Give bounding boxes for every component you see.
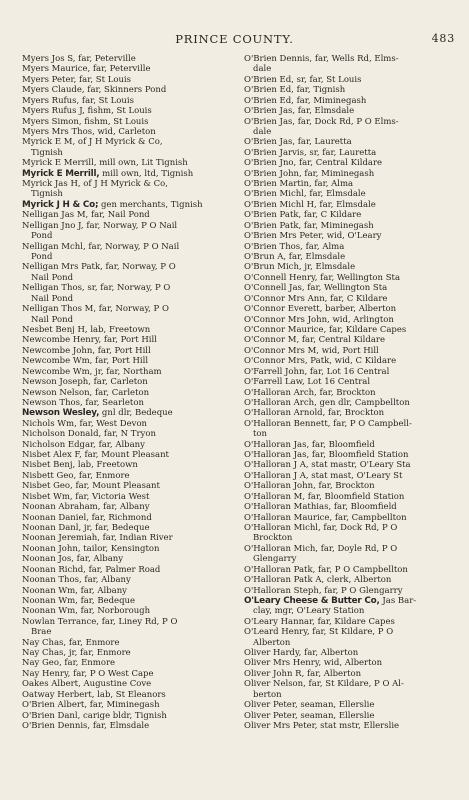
directory-entry (22, 429, 238, 439)
directory-entry (22, 450, 238, 460)
entry-text: Oliver Peter, seaman, Ellerslie (244, 710, 375, 721)
directory-entry (244, 450, 458, 460)
entry-text: Noonan Abraham, far, Albany (22, 502, 150, 513)
directory-entry (22, 669, 238, 679)
directory-entry (22, 502, 238, 512)
entry-text: O'Halloran John, far, Brockton (244, 481, 375, 492)
entry-text: O'Connor Maurice, far, Kildare Capes (244, 324, 407, 335)
entry-text: Newcombe Wm, far, Port Hill (22, 356, 149, 367)
entry-text: Nail Pond (31, 272, 74, 283)
directory-entry (244, 700, 458, 710)
entry-text: Myrick E Merrill, mill own, Lit Tignish (22, 158, 188, 169)
directory-entry (244, 231, 458, 241)
entry-text: O'Halloran Steph, far, P O Glengarry (244, 585, 403, 596)
directory-entry (22, 419, 238, 429)
entry-text: O'Halloran Bennett, far, P O Campbell- (244, 418, 412, 429)
entry-text: O'Brien Patk, far, Miminegash (244, 220, 374, 231)
directory-entry (244, 294, 458, 304)
directory-entry (244, 377, 458, 387)
directory-entry (244, 627, 458, 648)
entry-text: O'Connor Everett, barber, Alberton (244, 304, 397, 315)
directory-entry (22, 711, 238, 721)
directory-entry (22, 700, 238, 710)
directory-entry (22, 648, 238, 658)
directory-entry (244, 325, 458, 335)
entry-text: Oliver John R, far, Alberton (244, 668, 362, 679)
entry-text: Nisbet Wm, far, Victoria West (22, 491, 150, 502)
entry-text: Nisbett Geo, far, Enmore (22, 470, 130, 481)
entry-text: Nay Chas, jr, far, Enmore (22, 648, 131, 659)
directory-entry (22, 481, 238, 491)
directory-entry (22, 513, 238, 523)
directory-entry (244, 398, 458, 408)
directory-entry (22, 533, 238, 543)
entry-text: O'Farrell John, far, Lot 16 Central (244, 366, 390, 377)
entry-text: Nelligan Thos M, far, Norway, P O (22, 304, 169, 315)
entry-text: O'Brien Mrs Peter, wid, O'Leary (244, 231, 382, 242)
entry-text: Newson Joseph, far, Carleton (22, 377, 148, 388)
entry-text: O'Brien Jarvis, sr, far, Lauretta (244, 147, 377, 158)
directory-entry (22, 471, 238, 481)
directory-entry (244, 544, 458, 565)
entry-text: O'Halloran J A, stat mast, O'Leary St (244, 470, 403, 481)
directory-entry (244, 658, 458, 668)
directory-entry (244, 85, 458, 95)
entry-text: O'Brien Jno, far, Central Kildare (244, 158, 383, 169)
directory-entry (244, 586, 458, 596)
directory-entry (244, 210, 458, 220)
directory-entry (244, 669, 458, 679)
entry-text: Noonan Danl, jr, far, Bedeque (22, 522, 150, 533)
entry-text: Newcombe Wm, jr, far, Northam (22, 366, 162, 377)
entry-text: Noonan Wm, far, Albany (22, 585, 127, 596)
directory-entry (22, 54, 238, 64)
directory-entry (244, 356, 458, 366)
directory-entry (244, 679, 458, 700)
directory-entry (22, 523, 238, 533)
entry-text: O'Brien Dennis, far, Wells Rd, Elms- (244, 54, 399, 64)
directory-entry (244, 471, 458, 481)
directory-entry (22, 356, 238, 366)
entry-text: Newcombe Henry, far, Port Hill (22, 335, 157, 346)
entry-text: Newson Thos, far, Searleton (22, 397, 144, 408)
entry-text: Myers Peter, far, St Louis (22, 74, 132, 85)
directory-entry (22, 64, 238, 74)
directory-entry (22, 460, 238, 470)
directory-entry (22, 367, 238, 377)
entry-text: O'Halloran Mathias, far, Bloomfield (244, 502, 397, 513)
directory-entry (244, 169, 458, 179)
directory-entry (244, 346, 458, 356)
directory-entry (244, 388, 458, 398)
entry-text: O'Brien Michl, far, Elmsdale (244, 189, 366, 200)
entry-text: Nichols Wm, far, West Devon (22, 418, 148, 429)
directory-entry (244, 179, 458, 189)
directory-entry (244, 75, 458, 85)
directory-entry (244, 242, 458, 252)
directory-entry (22, 544, 238, 554)
entry-text: Nelligan Jno J, far, Norway, P O Nail (22, 220, 178, 231)
entry-text: Brae (31, 627, 52, 638)
entry-text: O'Halloran Michl, far, Dock Rd, P O (244, 522, 398, 533)
directory-entry (244, 513, 458, 523)
right-column (244, 54, 458, 731)
entry-text: Myers Rufus, far, St Louis (22, 95, 134, 106)
entry-text: O'Brien Michl H, far, Elmsdale (244, 199, 376, 210)
entry-text: Nesbet Benj H, lab, Freetown (22, 324, 151, 335)
entry-text: Nay Henry, far, P O West Cape (22, 668, 154, 679)
entry-text: clay, mgr, O'Leary Station (253, 606, 365, 617)
entry-text: Nicholson Donald, far, N Tryon (22, 429, 156, 440)
directory-entry (22, 179, 238, 200)
entry-text: dale (253, 126, 272, 137)
entry-text: O'Connor Mrs John, wid, Arlington (244, 314, 394, 325)
entry-text: O'Halloran Arnold, far, Brockton (244, 408, 385, 419)
entry-text: Nelligan Jas M, far, Nail Pond (22, 210, 150, 221)
directory-entry (22, 262, 238, 283)
directory-entry (22, 388, 238, 398)
entry-text: O'Farrell Law, Lot 16 Central (244, 377, 371, 388)
directory-entry (22, 408, 238, 418)
entry-text: O'Brien Danl, carige bldr, Tignish (22, 710, 167, 721)
entry-text: O'Connor Mrs, Patk, wid, C Kildare (244, 356, 397, 367)
entry-text: Oliver Hardy, far, Alberton (244, 648, 359, 659)
directory-entry (244, 408, 458, 418)
entry-text: Nay Geo, far, Enmore (22, 658, 116, 669)
directory-entry (22, 377, 238, 387)
directory-entry (244, 492, 458, 502)
entry-text: Myers Simon, fishm, St Louis (22, 116, 149, 127)
entry-text: O'Halloran Patk A, clerk, Alberton (244, 575, 392, 586)
entry-text: Myers Mrs Thos, wid, Carleton (22, 126, 156, 137)
entry-text: O'Halloran Patk, far, P O Campbellton (244, 564, 408, 575)
directory-entry (22, 127, 238, 137)
entry-text: Myers Rufus J, fishm, St Louis (22, 106, 152, 117)
directory-entry (244, 117, 458, 138)
directory-entry (22, 690, 238, 700)
entry-text: Tignish (31, 147, 63, 158)
entry-text: gnl dlr, Bedeque (99, 408, 173, 419)
business-name: O'Leary Cheese & Butter Co, (244, 595, 380, 606)
directory-entry (22, 721, 238, 731)
entry-text: O'Brien Jas, far, Dock Rd, P O Elms- (244, 116, 399, 127)
entry-text: O'Brun Mich, jr, Elmsdale (244, 262, 356, 273)
directory-entry (22, 565, 238, 575)
entry-text: O'Brien Ed, sr, far, St Louis (244, 74, 362, 85)
entry-text: Noonan Wm, far, Norborough (22, 606, 151, 617)
directory-entry (22, 283, 238, 304)
entry-text: Newcombe John, far, Port Hill (22, 345, 151, 356)
directory-entry (244, 200, 458, 210)
entry-text: Noonan John, tailor, Kensington (22, 543, 160, 554)
directory-entry (244, 283, 458, 293)
entry-text: Oatway Herbert, lab, St Eleanors (22, 689, 166, 700)
entry-text: Myrick Jas H, of J H Myrick & Co, (22, 179, 168, 190)
entry-text: gen merchants, Tignish (98, 199, 203, 210)
directory-entry (22, 106, 238, 116)
directory-entry (22, 575, 238, 585)
directory-entry (22, 492, 238, 502)
entry-text: Glengarry (253, 554, 297, 565)
directory-entry (22, 169, 238, 179)
entry-text: O'Halloran Maurice, far, Campbellton (244, 512, 407, 523)
entry-text: Noonan Thos, far, Albany (22, 575, 131, 586)
directory-entry (22, 346, 238, 356)
directory-entry (22, 617, 238, 638)
entry-text: Pond (31, 231, 53, 242)
entry-text: Nicholson Edgar, far, Albany (22, 439, 145, 450)
directory-entry (22, 242, 238, 263)
entry-text: O'Brien Patk, far, C Kildare (244, 210, 362, 221)
directory-entry (22, 335, 238, 345)
directory-entry (244, 523, 458, 544)
entry-text: O'Halloran J A, stat mastr, O'Leary Sta (244, 460, 411, 471)
directory-entry (22, 398, 238, 408)
directory-entry (22, 210, 238, 220)
directory-entry (244, 273, 458, 283)
entry-text: O'Halloran M, far, Bloomfield Station (244, 491, 405, 502)
entry-text: Nowlan Terrance, far, Liney Rd, P O (22, 616, 178, 627)
directory-entry (22, 221, 238, 242)
directory-entry (22, 75, 238, 85)
entry-text: O'Brun A, far, Elmsdale (244, 252, 346, 263)
entry-text: Oliver Peter, seaman, Ellerslie (244, 700, 375, 711)
page-title: PRINCE COUNTY. (175, 32, 294, 46)
entry-text: O'Leary Hannar, far, Kildare Capes (244, 616, 395, 627)
entry-text: O'Connor M, far, Central Kildare (244, 335, 385, 346)
directory-entry (22, 596, 238, 606)
directory-entry (244, 148, 458, 158)
entry-text: Noonan Richd, far, Palmer Road (22, 564, 161, 575)
directory-entry (244, 502, 458, 512)
entry-text: Jas Bar- (379, 595, 417, 606)
directory-entry (244, 96, 458, 106)
entry-text: O'Halloran Arch, far, Brockton (244, 387, 376, 398)
entry-text: O'Brien Martin, far, Alma (244, 179, 354, 190)
entry-text: Nisbet Alex F, far, Mount Pleasant (22, 450, 169, 461)
entry-text: O'Halloran Arch, gen dlr, Campbellton (244, 397, 410, 408)
directory-entry (244, 419, 458, 440)
entry-text: mill own, ltd, Tignish (99, 168, 194, 179)
directory-entry (244, 617, 458, 627)
entry-text: O'Halloran Jas, far, Bloomfield (244, 439, 375, 450)
entry-text: Newson Nelson, far, Carleton (22, 387, 150, 398)
entry-text: O'Brien Ed, far, Miminegash (244, 95, 367, 106)
directory-entry (22, 679, 238, 689)
directory-entry (244, 481, 458, 491)
entry-text: O'Halloran Jas, far, Bloomfield Station (244, 450, 409, 461)
entry-text: Noonan Daniel, far, Richmond (22, 512, 152, 523)
directory-entry (22, 554, 238, 564)
directory-entry (244, 106, 458, 116)
entry-text: Brockton (253, 533, 293, 544)
directory-entry (22, 304, 238, 325)
entry-text: O'Brien Albert, far, Miminegash (22, 700, 160, 711)
directory-entry (244, 54, 458, 75)
directory-entry (244, 315, 458, 325)
entry-text: dale (253, 64, 272, 75)
directory-entry (244, 596, 458, 617)
entry-text: Nisbet Benj, lab, Freetown (22, 460, 138, 471)
left-column (22, 54, 238, 731)
directory-entry (22, 117, 238, 127)
entry-text: Noonan Jeremiah, far, Indian River (22, 533, 173, 544)
directory-entry (244, 721, 458, 731)
directory-entry (244, 252, 458, 262)
directory-entry (22, 586, 238, 596)
entry-text: Myrick E M, of J H Myrick & Co, (22, 137, 163, 148)
entry-text: O'Brien Thos, far, Alma (244, 241, 345, 252)
entry-text: O'Brien Ed, far, Tignish (244, 85, 346, 96)
directory-entry (244, 565, 458, 575)
directory-entry (22, 96, 238, 106)
entry-text: Oliver Nelson, far, St Kildare, P O Al- (244, 679, 404, 690)
entry-text: ton (253, 429, 268, 440)
directory-entry (244, 262, 458, 272)
entry-text: Nail Pond (31, 293, 74, 304)
entry-text: Nelligan Thos, sr, far, Norway, P O (22, 283, 171, 294)
directory-entry (244, 137, 458, 147)
entry-text: Nelligan Mchl, far, Norway, P O Nail (22, 241, 180, 252)
entry-text: O'Connell Jas, far, Wellington Sta (244, 283, 388, 294)
entry-text: Tignish (31, 189, 63, 200)
entry-text: Oakes Albert, Augustine Cove (22, 679, 152, 690)
entry-text: berton (253, 689, 282, 700)
directory-entry (22, 440, 238, 450)
entry-text: Myers Jos S, far, Peterville (22, 54, 136, 64)
entry-text: O'Brien Jas, far, Elmsdale (244, 106, 355, 117)
business-name: Myrick J H & Co; (22, 199, 99, 210)
entry-text: O'Brien John, far, Miminegash (244, 168, 375, 179)
business-name: Myrick E Merrill, (22, 168, 100, 179)
business-name: Newson Wesley, (22, 408, 100, 419)
entry-text: Nail Pond (31, 314, 74, 325)
entry-text: O'Connor Mrs M, wid, Port Hill (244, 345, 379, 356)
directory-entry (22, 325, 238, 335)
directory-entry (22, 158, 238, 168)
directory-entry (244, 648, 458, 658)
entry-text: Oliver Mrs Peter, stat mstr, Ellerslie (244, 721, 400, 731)
entry-text: Nelligan Mrs Patk, far, Norway, P O (22, 262, 176, 273)
directory-entry (22, 200, 238, 210)
entry-text: Oliver Mrs Henry, wid, Alberton (244, 658, 383, 669)
directory-entry (22, 137, 238, 158)
directory-entry (22, 606, 238, 616)
directory-entry (22, 658, 238, 668)
directory-entry (244, 440, 458, 450)
entry-text: O'Brien Jas, far, Lauretta (244, 137, 352, 148)
entry-text: Alberton (253, 637, 291, 648)
directory-entry (244, 367, 458, 377)
directory-entry (244, 304, 458, 314)
entry-text: Noonan Jos, far, Albany (22, 554, 124, 565)
entry-text: Myers Maurice, far, Peterville (22, 64, 151, 75)
page-number: 483 (431, 32, 455, 45)
directory-entry (22, 638, 238, 648)
entry-text: Nisbet Geo, far, Mount Pleasant (22, 481, 160, 492)
directory-entry (244, 460, 458, 470)
entry-text: Pond (31, 252, 53, 263)
entry-text: O'Halloran Mich, far, Doyle Rd, P O (244, 543, 398, 554)
page-header (0, 32, 469, 48)
directory-entry (244, 158, 458, 168)
directory-entry (244, 221, 458, 231)
entry-text: O'Brien Dennis, far, Elmsdale (22, 721, 150, 731)
directory-entry (244, 189, 458, 199)
entry-text: Nay Chas, far, Enmore (22, 637, 120, 648)
entry-text: O'Leard Henry, far, St Kildare, P O (244, 627, 394, 638)
directory-entry (244, 335, 458, 345)
entry-text: Noonan Wm, far, Bedeque (22, 595, 136, 606)
entry-text: O'Connell Henry, far, Wellington Sta (244, 272, 401, 283)
directory-entry (244, 575, 458, 585)
directory-entry (244, 711, 458, 721)
entry-text: O'Connor Mrs Ann, far, C Kildare (244, 293, 388, 304)
entry-text: Myers Claude, far, Skinners Pond (22, 85, 167, 96)
directory-entry (22, 85, 238, 95)
